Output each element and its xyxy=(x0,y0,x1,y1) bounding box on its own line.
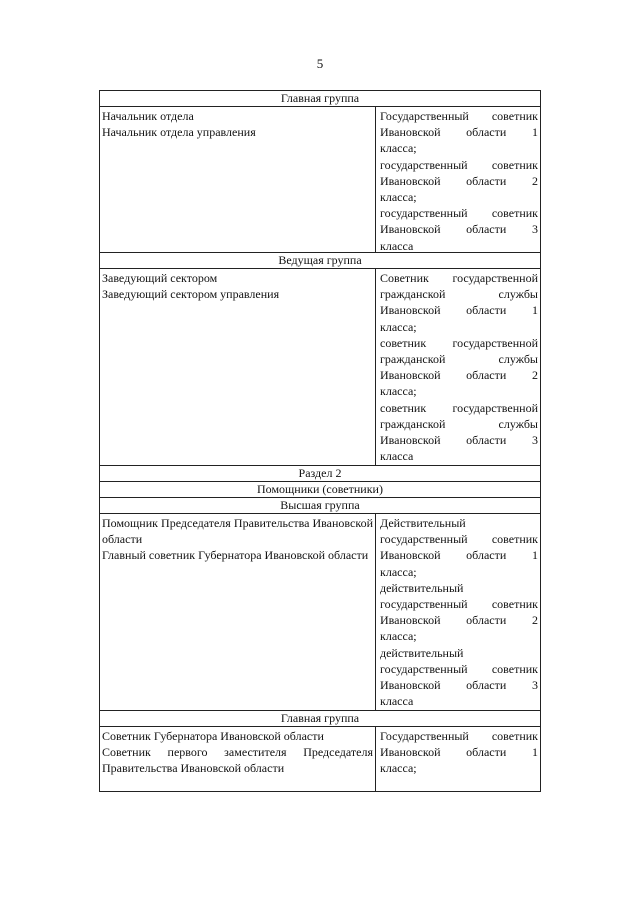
rank-line: государственный советник xyxy=(380,157,538,172)
rank-line: класса; xyxy=(380,319,417,334)
rank-line: класса xyxy=(380,238,414,253)
position-title: Помощник Председателя Правительства Ивановской области xyxy=(102,516,373,546)
rank-line: Государственный советник xyxy=(380,729,538,743)
category-header: Помощники (советники) xyxy=(100,482,540,498)
rank-line: гражданской службы xyxy=(380,416,538,431)
rank-line: Ивановской области 1 xyxy=(380,745,538,760)
rank-line: Государственный советник xyxy=(380,109,538,123)
rank-line: Ивановской области 2 xyxy=(380,613,538,628)
rank-line: государственный советник xyxy=(380,206,538,221)
group-header-highest: Высшая группа xyxy=(100,498,540,514)
positions-table xyxy=(99,90,541,792)
rank-line: государственный советник xyxy=(380,661,538,676)
rank-line: класса; xyxy=(380,384,417,399)
ranks-cell xyxy=(376,514,540,710)
rank-line: советник государственной xyxy=(380,335,538,350)
rank-line: государственный советник xyxy=(380,597,538,612)
rank-line: Ивановской области 1 xyxy=(380,303,538,318)
rank-line: гражданской службы xyxy=(380,287,538,302)
section-header: Раздел 2 xyxy=(100,466,540,482)
table-row xyxy=(100,514,540,711)
rank-line: Ивановской области 3 xyxy=(380,678,538,693)
rank-line: действительный xyxy=(380,580,464,595)
positions-cell xyxy=(100,269,376,465)
table-row xyxy=(100,269,540,466)
rank-line: Ивановской области 1 xyxy=(380,125,538,140)
rank-line: класса; xyxy=(380,141,417,156)
rank-line: класса xyxy=(380,694,414,709)
position-title: Начальник отдела xyxy=(102,109,194,123)
position-title: Советник Губернатора Ивановской области xyxy=(102,729,324,743)
ranks-cell xyxy=(376,727,540,791)
positions-cell xyxy=(100,727,376,791)
rank-line: государственный советник xyxy=(380,532,538,547)
position-title: Заведующий сектором управления xyxy=(102,287,280,301)
rank-line: Ивановской области 2 xyxy=(380,368,538,383)
rank-line: класса; xyxy=(380,761,417,776)
ranks-cell xyxy=(376,107,540,252)
group-header-main: Главная группа xyxy=(100,91,540,107)
group-header-leading: Ведущая группа xyxy=(100,253,540,269)
ranks-cell xyxy=(376,269,540,465)
rank-line: действительный xyxy=(380,645,464,660)
rank-line: класса; xyxy=(380,629,417,644)
position-title: Заведующий сектором xyxy=(102,271,218,285)
positions-cell xyxy=(100,107,376,252)
rank-line: Ивановской области 2 xyxy=(380,173,538,188)
table-row xyxy=(100,727,540,791)
rank-line: Советник государственной xyxy=(380,271,538,285)
table-row xyxy=(100,107,540,253)
position-title: Главный советник Губернатора Ивановской области xyxy=(102,548,369,562)
rank-line: Ивановской области 3 xyxy=(380,433,538,448)
position-title: Советник первого заместителя Председателя Правительства Ивановской области xyxy=(102,745,373,775)
rank-line: Ивановской области 1 xyxy=(380,548,538,563)
page-number: 5 xyxy=(316,56,324,71)
rank-line: класса xyxy=(380,449,414,464)
rank-line: советник государственной xyxy=(380,400,538,415)
group-header-main: Главная группа xyxy=(100,711,540,727)
rank-line: класса; xyxy=(380,190,417,205)
rank-line: Ивановской области 3 xyxy=(380,222,538,237)
positions-cell xyxy=(100,514,376,710)
position-title: Начальник отдела управления xyxy=(102,125,256,139)
rank-line: класса; xyxy=(380,564,417,579)
rank-line: Действительный xyxy=(380,516,466,530)
rank-line: гражданской службы xyxy=(380,352,538,367)
